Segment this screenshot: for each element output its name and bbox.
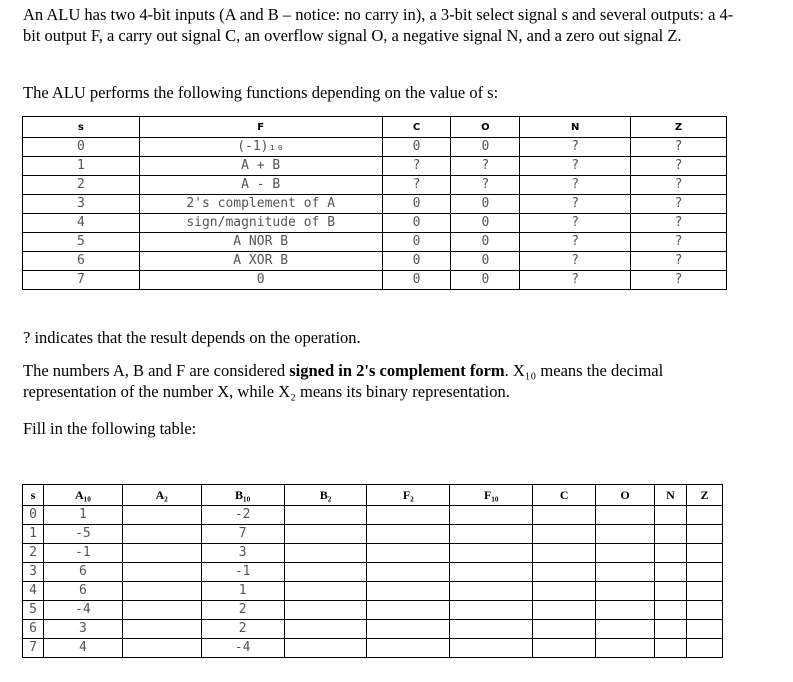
column-header: F₂ xyxy=(367,485,450,506)
column-header: B₁₀ xyxy=(201,485,284,506)
signed-note-bold: signed in 2's complement form xyxy=(289,361,505,380)
table-cell: 5 xyxy=(23,601,44,620)
answer-cell[interactable] xyxy=(533,525,596,544)
column-header: O xyxy=(596,485,655,506)
table-cell: ? xyxy=(520,157,631,176)
table-cell: -4 xyxy=(43,601,122,620)
column-header: A₂ xyxy=(122,485,201,506)
table-cell: -2 xyxy=(201,506,284,525)
table-cell: 6 xyxy=(23,252,140,271)
answer-cell[interactable] xyxy=(284,620,367,639)
table-cell: 3 xyxy=(23,563,44,582)
answer-cell[interactable] xyxy=(122,601,201,620)
table-row xyxy=(23,620,723,639)
answer-cell[interactable] xyxy=(122,639,201,658)
answer-cell[interactable] xyxy=(596,601,655,620)
answer-cell[interactable] xyxy=(450,544,533,563)
table-cell: 2 xyxy=(23,176,140,195)
answer-cell[interactable] xyxy=(596,563,655,582)
column-header: A₁₀ xyxy=(43,485,122,506)
table-cell: ? xyxy=(631,233,727,252)
table-cell: 0 xyxy=(451,252,520,271)
answer-cell[interactable] xyxy=(367,639,450,658)
answer-cell[interactable] xyxy=(596,506,655,525)
column-header: s xyxy=(23,485,44,506)
table-cell: ? xyxy=(631,271,727,290)
table-cell: 1 xyxy=(201,582,284,601)
answer-cell[interactable] xyxy=(122,544,201,563)
answer-cell[interactable] xyxy=(284,506,367,525)
table-cell: sign/magnitude of B xyxy=(139,214,382,233)
answer-cell[interactable] xyxy=(284,544,367,563)
table-cell: 0 xyxy=(139,271,382,290)
answer-cell[interactable] xyxy=(122,582,201,601)
table-cell: 1 xyxy=(23,525,44,544)
answer-cell[interactable] xyxy=(450,525,533,544)
answer-cell[interactable] xyxy=(533,544,596,563)
signed-note xyxy=(23,360,743,402)
table-cell: 5 xyxy=(23,233,140,252)
table-row xyxy=(23,157,727,176)
table-row xyxy=(23,544,723,563)
table-cell: ? xyxy=(631,157,727,176)
table-cell: 0 xyxy=(382,138,451,157)
answer-cell[interactable] xyxy=(367,601,450,620)
answer-cell[interactable] xyxy=(367,582,450,601)
answer-cell[interactable] xyxy=(122,506,201,525)
answer-cell[interactable] xyxy=(655,601,687,620)
table-cell: A XOR B xyxy=(139,252,382,271)
table-cell: 6 xyxy=(23,620,44,639)
table-cell: ? xyxy=(451,176,520,195)
table-row xyxy=(23,214,727,233)
answer-cell[interactable] xyxy=(655,639,687,658)
table-cell: -1 xyxy=(43,544,122,563)
table-cell: ? xyxy=(631,214,727,233)
table-row xyxy=(23,563,723,582)
answer-cell[interactable] xyxy=(596,639,655,658)
fill-in-prompt: Fill in the following table: xyxy=(23,419,197,438)
table-cell: 0 xyxy=(451,271,520,290)
table-row xyxy=(23,506,723,525)
signed-note-a: The numbers A, B and F are considered xyxy=(23,361,286,380)
answer-cell[interactable] xyxy=(655,582,687,601)
table-cell: 1 xyxy=(43,506,122,525)
answer-cell[interactable] xyxy=(686,563,722,582)
table-cell: 2's complement of A xyxy=(139,195,382,214)
table-cell: 0 xyxy=(451,195,520,214)
table-cell: 2 xyxy=(23,544,44,563)
column-header: Z xyxy=(686,485,722,506)
table-row xyxy=(23,601,723,620)
table-row xyxy=(23,138,727,157)
answer-cell[interactable] xyxy=(122,563,201,582)
answer-cell[interactable] xyxy=(450,601,533,620)
answer-cell[interactable] xyxy=(686,582,722,601)
answer-cell[interactable] xyxy=(122,620,201,639)
table-cell: 0 xyxy=(382,252,451,271)
answer-cell[interactable] xyxy=(284,563,367,582)
answer-cell[interactable] xyxy=(367,563,450,582)
answer-cell[interactable] xyxy=(533,620,596,639)
table-cell: ? xyxy=(520,233,631,252)
answer-cell[interactable] xyxy=(284,601,367,620)
table-row xyxy=(23,639,723,658)
answer-cell[interactable] xyxy=(596,620,655,639)
answer-cell[interactable] xyxy=(655,544,687,563)
answer-cell[interactable] xyxy=(367,620,450,639)
alu-function-table xyxy=(22,116,727,290)
column-header: F xyxy=(139,117,382,138)
table-cell: -1 xyxy=(201,563,284,582)
table-cell: 0 xyxy=(23,506,44,525)
column-header: C xyxy=(533,485,596,506)
answer-cell[interactable] xyxy=(596,544,655,563)
column-header: C xyxy=(382,117,451,138)
table-cell: 3 xyxy=(43,620,122,639)
answer-cell[interactable] xyxy=(533,601,596,620)
answer-cell[interactable] xyxy=(450,506,533,525)
answer-cell[interactable] xyxy=(596,525,655,544)
answer-cell[interactable] xyxy=(686,525,722,544)
answer-cell[interactable] xyxy=(367,544,450,563)
table-cell: 6 xyxy=(43,582,122,601)
table-cell: ? xyxy=(520,138,631,157)
table-cell: A + B xyxy=(139,157,382,176)
answer-cell[interactable] xyxy=(686,620,722,639)
answer-cell[interactable] xyxy=(284,639,367,658)
table-row xyxy=(23,195,727,214)
table-cell: 2 xyxy=(201,620,284,639)
table-cell: A - B xyxy=(139,176,382,195)
table-header-row xyxy=(23,485,723,506)
table-header-row xyxy=(23,117,727,138)
table-cell: ? xyxy=(520,214,631,233)
table-cell: ? xyxy=(631,176,727,195)
answer-cell[interactable] xyxy=(655,525,687,544)
table-cell: 1 xyxy=(23,157,140,176)
table-cell: 6 xyxy=(43,563,122,582)
answer-cell[interactable] xyxy=(655,563,687,582)
answer-cell[interactable] xyxy=(533,563,596,582)
answer-cell[interactable] xyxy=(284,525,367,544)
table-cell: 4 xyxy=(43,639,122,658)
table-cell: ? xyxy=(520,271,631,290)
table-cell: 3 xyxy=(23,195,140,214)
table-cell: A NOR B xyxy=(139,233,382,252)
table-cell: 0 xyxy=(382,195,451,214)
table-cell: 0 xyxy=(451,138,520,157)
answer-cell[interactable] xyxy=(450,563,533,582)
answer-cell[interactable] xyxy=(686,506,722,525)
table-cell: ? xyxy=(631,195,727,214)
answer-cell[interactable] xyxy=(450,582,533,601)
column-header: s xyxy=(23,117,140,138)
answer-cell[interactable] xyxy=(122,525,201,544)
answer-cell[interactable] xyxy=(655,506,687,525)
table-row xyxy=(23,271,727,290)
functions-intro: The ALU performs the following functions depending on the value of s: xyxy=(23,83,499,102)
table-cell: 0 xyxy=(382,233,451,252)
table-row xyxy=(23,582,723,601)
table-row xyxy=(23,233,727,252)
column-header: N xyxy=(655,485,687,506)
table-cell: 7 xyxy=(201,525,284,544)
table-row xyxy=(23,252,727,271)
table-cell: 4 xyxy=(23,214,140,233)
answer-cell[interactable] xyxy=(686,639,722,658)
answer-cell[interactable] xyxy=(533,582,596,601)
answer-cell[interactable] xyxy=(367,525,450,544)
table-row xyxy=(23,176,727,195)
answer-cell[interactable] xyxy=(450,620,533,639)
fill-in-table xyxy=(22,484,723,658)
table-cell: 0 xyxy=(382,214,451,233)
table-cell: 3 xyxy=(201,544,284,563)
table-cell: ? xyxy=(631,138,727,157)
table-cell: 2 xyxy=(201,601,284,620)
table-cell: -4 xyxy=(201,639,284,658)
column-header: F₁₀ xyxy=(450,485,533,506)
table-cell: 7 xyxy=(23,271,140,290)
note-text: ? indicates that the result depends on the operation. xyxy=(23,328,361,347)
table-cell: ? xyxy=(382,157,451,176)
answer-cell[interactable] xyxy=(533,639,596,658)
answer-cell[interactable] xyxy=(450,639,533,658)
table-cell: ? xyxy=(382,176,451,195)
table-cell: ? xyxy=(520,176,631,195)
column-header: Z xyxy=(631,117,727,138)
table-cell: 4 xyxy=(23,582,44,601)
table-cell: ? xyxy=(631,252,727,271)
table-cell: 0 xyxy=(451,233,520,252)
answer-cell[interactable] xyxy=(533,506,596,525)
table-cell: ? xyxy=(520,195,631,214)
column-header: N xyxy=(520,117,631,138)
table-cell: -5 xyxy=(43,525,122,544)
table-cell: (-1)₁₀ xyxy=(139,138,382,157)
answer-cell[interactable] xyxy=(655,620,687,639)
table-cell: ? xyxy=(520,252,631,271)
table-cell: 0 xyxy=(382,271,451,290)
table-cell: ? xyxy=(451,157,520,176)
answer-cell[interactable] xyxy=(367,506,450,525)
column-header: B₂ xyxy=(284,485,367,506)
table-cell: 7 xyxy=(23,639,44,658)
signed-note-b: . X₁₀ means the decimal representation of the number X, while X₂ means its binary representation. xyxy=(23,361,664,401)
column-header: O xyxy=(451,117,520,138)
answer-cell[interactable] xyxy=(596,582,655,601)
table-cell: 0 xyxy=(23,138,140,157)
table-cell: 0 xyxy=(451,214,520,233)
answer-cell[interactable] xyxy=(686,601,722,620)
table-row xyxy=(23,525,723,544)
answer-cell[interactable] xyxy=(284,582,367,601)
intro-paragraph: An ALU has two 4-bit inputs (A and B – notice: no carry in), a 3-bit select signal s and several outputs: a 4-bit output F, a carry out signal C, an overflow signal O, a negative signal N, and a zero out signal Z. xyxy=(23,5,734,45)
answer-cell[interactable] xyxy=(686,544,722,563)
